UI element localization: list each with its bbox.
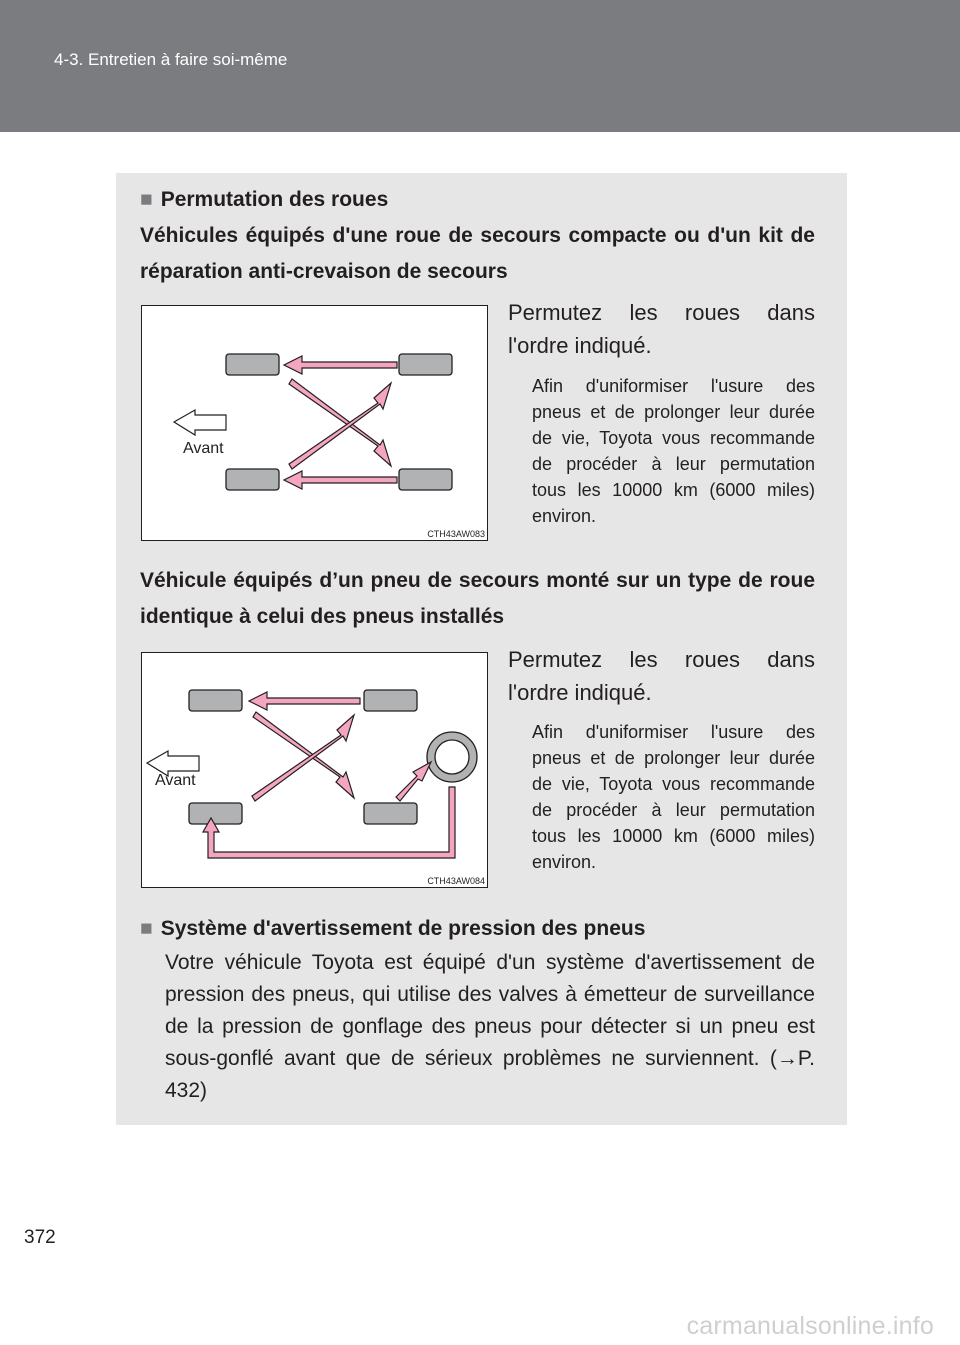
wheel-front-left-icon	[226, 354, 279, 375]
full-spare-instruction: Permutez les roues dans l'ordre indiqué.	[508, 647, 815, 705]
rotation-figure-full	[141, 652, 488, 888]
arrow-top-icon	[249, 692, 360, 710]
page-header	[0, 0, 960, 132]
compact-spare-instruction: Permutez les roues dans l'ordre indiqué.	[508, 300, 815, 358]
wheel-front-left-icon	[189, 690, 242, 711]
bullet-icon: ■	[140, 188, 153, 211]
full-spare-subheading: Véhicule équipés d’un pneu de secours monté sur un type de roue identique à celui des pneus installés	[140, 569, 815, 628]
full-spare-note: Afin d'uniformiser l'usure des pneus et de prolonger leur durée de vie, Toyota vous recommande de procéder à leur permutation tous les 10000 km (6000 miles) environ.	[532, 722, 815, 872]
tpms-heading-text: Système d'avertissement de pression des pneus	[160, 917, 646, 940]
figure-code: CTH43AW084	[427, 876, 485, 886]
arrow-to-spare-icon	[396, 762, 431, 801]
front-direction-arrow-icon	[174, 410, 226, 435]
arrow-bottom-icon	[284, 471, 397, 489]
tpms-heading	[140, 915, 830, 943]
rotation-heading-text: Permutation des roues	[160, 188, 389, 211]
rotation-heading	[140, 186, 830, 214]
arrow-top-icon	[284, 356, 397, 374]
wheel-rear-left-icon	[364, 690, 417, 711]
section-title: 4-3. Entretien à faire soi-même	[54, 50, 288, 69]
arrow-diagonal-up-icon	[252, 715, 354, 801]
page-number: 372	[24, 1227, 56, 1248]
wheel-rear-left-icon	[399, 354, 452, 375]
compact-spare-note: Afin d'uniformiser l'usure des pneus et de prolonger leur durée de vie, Toyota vous recommande de procéder à leur permutation tous les 10000 km (6000 miles) environ.	[532, 376, 815, 526]
arrow-diagonal-up-icon	[289, 383, 391, 469]
rotation-diagram-compact	[142, 306, 487, 540]
wheel-front-right-icon	[226, 469, 279, 490]
tpms-body: Votre véhicule Toyota est équipé d'un système d'avertissement de pression des pneus, qui utilise des valves à émetteur de surveillance de la pression de gonflage des pneus pour détecter si un pneu est sous-gonflé avant que de sérieux problèmes ne surviennent. (→P. 432)	[165, 951, 815, 1102]
front-label: Avant	[183, 440, 224, 457]
wheel-rear-right-icon	[364, 803, 417, 824]
wheel-rear-right-icon	[399, 469, 452, 490]
compact-spare-subheading: Véhicules équipés d'une roue de secours compacte ou d'un kit de réparation anti-crevaison de secours	[140, 224, 815, 283]
content-box	[116, 173, 847, 1125]
rotation-diagram-full	[142, 653, 487, 887]
bullet-icon: ■	[140, 917, 153, 940]
figure-code: CTH43AW083	[427, 529, 485, 539]
watermark: carmanualsonline.info	[686, 1312, 934, 1340]
front-label: Avant	[155, 772, 196, 789]
rotation-figure-compact	[141, 305, 488, 541]
wheel-front-right-icon	[189, 803, 242, 824]
